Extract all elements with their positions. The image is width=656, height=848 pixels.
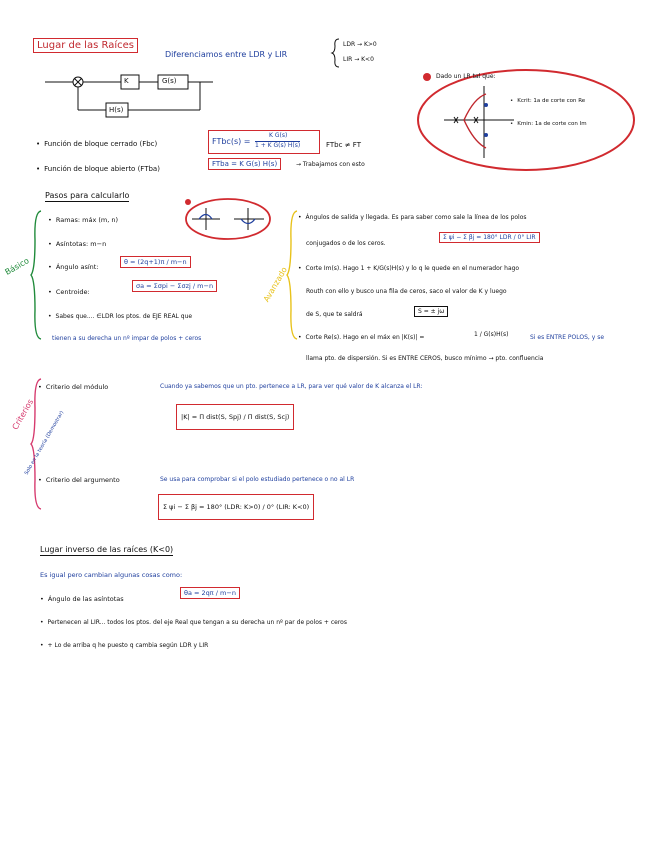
step-sabes-que-2: tienen a su derecha un nº impar de polos + ceros <box>52 335 202 342</box>
lir-condition: LIR → K<0 <box>343 56 374 63</box>
brace-icon <box>331 38 341 68</box>
step-corte-re-2: Si es ENTRE POLOS, y se <box>530 334 605 341</box>
salida-formula: Σ ψi − Σ βj = 180° LDR / 0° LIR <box>439 232 540 243</box>
criterio-argumento-label: • Criterio del argumento <box>38 476 120 484</box>
block-k: K <box>124 77 129 85</box>
closed-loop-formula: FTbc(s) = K G(s) 1 + K G(s) H(s) <box>208 130 320 154</box>
step-sabes-que: • Sabes que.... ∈LDR los ptos. de EJE REAL que <box>48 313 192 320</box>
step-centroide: • Centroide: <box>48 288 90 296</box>
criterio-modulo-note: Cuando ya sabemos que un pto. pertenece a LR, para ver qué valor de K alcanza el LR: <box>160 383 423 390</box>
step-corte-im: • Corte Im(s). Hago 1 + K/G(s)H(s) y lo q le quede en el numerador hago <box>298 265 519 272</box>
side-label-criteria-sub: Solo en la teoría (Demostrar) <box>23 409 66 477</box>
inverse-intro: Es igual pero cambian algunas cosas como: <box>40 571 183 579</box>
inverse-item-3: • + Lo de arriba q he puesto q cambia según LDR y LIR <box>40 642 208 649</box>
open-loop-note: → Trabajamos con esto <box>296 161 365 168</box>
criterio-argumento-note: Se usa para comprobar si el polo estudiado pertenece o no al LR <box>160 476 355 483</box>
step-salida-2: conjugados o de los ceros. <box>306 240 386 247</box>
closed-loop-note: FTbc ≠ FT <box>326 141 361 149</box>
intro-text: Diferenciamos entre LDR y LIR <box>165 50 288 59</box>
inverse-item-1-formula: θa = 2qπ / m−n <box>180 587 240 599</box>
open-loop-label: • Función de bloque abierto (FTba) <box>36 165 160 173</box>
corte-re-frac: 1 / G(s)H(s) <box>474 331 509 338</box>
inverse-heading: Lugar inverso de las raíces (K<0) <box>40 545 174 554</box>
block-h: H(s) <box>109 106 124 114</box>
step-asintotas: • Asíntotas: m−n <box>48 240 106 248</box>
block-diagram <box>45 70 215 125</box>
criterio-modulo-label: • Criterio del módulo <box>38 383 108 391</box>
root-panel-item-2: • Kmin: 1a de corte con Im <box>510 121 587 127</box>
pole-sketch <box>184 196 272 242</box>
side-label-basic: Básico <box>3 256 31 277</box>
corte-im-formula: S = ± jω <box>414 306 448 317</box>
step-angulo: • Ángulo asínt: <box>48 263 99 271</box>
centroide-formula: σa = Σσpi − Σσzj / m−n <box>132 280 217 292</box>
green-brace-icon <box>30 210 42 340</box>
block-g: G(s) <box>162 77 177 85</box>
criterio-argumento-formula: Σ ψi − Σ βj = 180° (LDR: K>0) / 0° (LIR: K<0) <box>158 494 314 520</box>
side-label-criteria: Criterios <box>10 397 36 432</box>
criterio-modulo-formula: |K| = Π dist(S, Spj) / Π dist(S, Scj) <box>176 404 294 430</box>
yellow-brace-icon <box>286 210 298 340</box>
step-corte-im-2: Routh con ello y busco una fila de ceros, saco el valor de K y luego <box>306 288 507 295</box>
step-salida: • Ángulos de salida y llegada. Es para saber como sale la línea de los polos <box>298 214 527 221</box>
open-loop-formula: FTba = K G(s) H(s) <box>208 158 281 170</box>
step-corte-re-3: llama pto. de dispersión. Si es ENTRE CEROS, busco mínimo → pto. confluencia <box>306 355 544 362</box>
root-panel-item-1: • Kcrit: 1a de corte con Re <box>510 98 585 104</box>
angulo-formula: θ = (2q+1)π / m−n <box>120 256 191 268</box>
page-title: Lugar de las Raíces <box>33 38 138 53</box>
steps-heading: Pasos para calcularlo <box>45 191 130 200</box>
ldr-condition: LDR → K>0 <box>343 41 377 48</box>
inverse-item-1: • Ángulo de las asíntotas <box>40 595 124 603</box>
inverse-item-2: • Pertenecen al LIR... todos los ptos. del eje Real que tengan a su derecha un nº par de polos + ceros <box>40 619 347 626</box>
step-corte-re: • Corte Re(s). Hago en el máx en |K(s)| = <box>298 334 424 341</box>
closed-loop-label: • Función de bloque cerrado (Fbc) <box>36 140 157 148</box>
root-panel-heading: Dado un LR tal que: <box>436 73 496 80</box>
side-label-advanced: Avanzado <box>261 265 289 304</box>
step-corte-im-3: de S, que te saldrá <box>306 311 363 318</box>
step-ramas: • Ramas: máx (m, n) <box>48 216 118 224</box>
